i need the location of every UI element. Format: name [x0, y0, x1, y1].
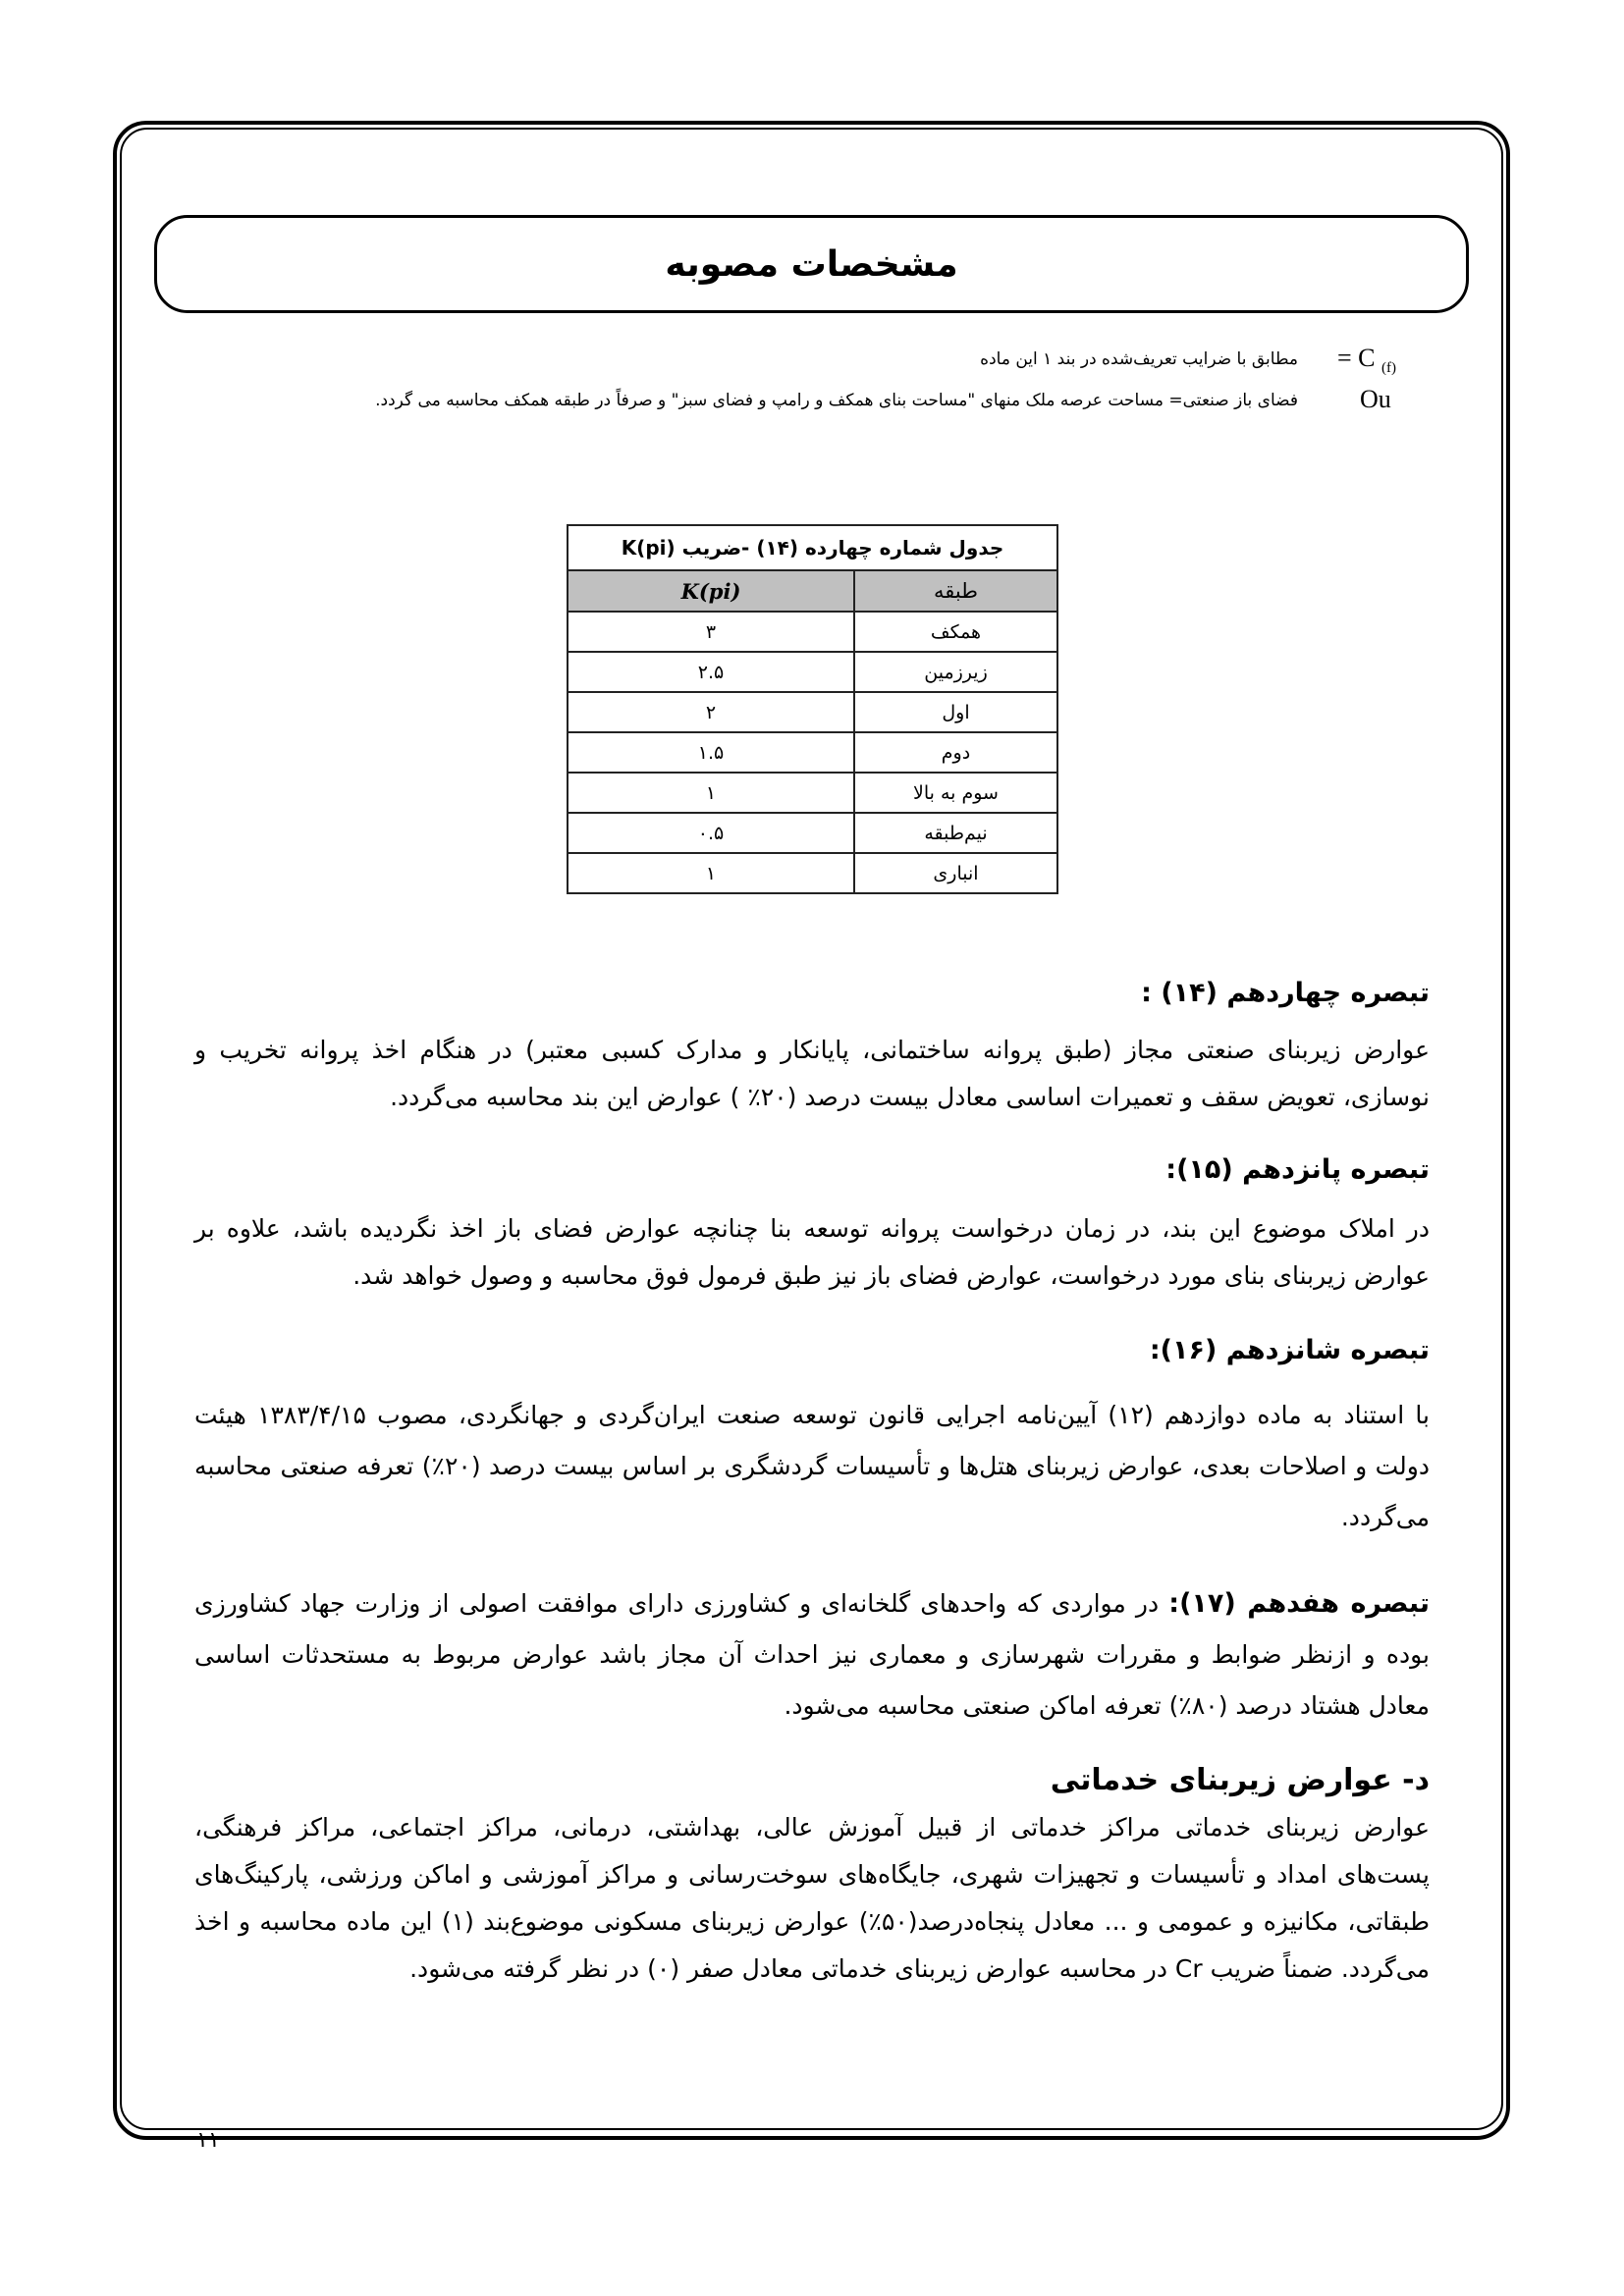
table-row	[568, 612, 1057, 652]
section-d	[194, 1757, 1430, 1993]
section-d-body: عوارض زیربنای خدماتی مراکز خدماتی از قبیل آموزش عالی، بهداشتی، درمانی، مراکز اجتماعی، مراکز فرهنگی، پست‌های امداد و تأسیسات و تجهیزات شهری، جایگاه‌های سوخت‌رسانی و مراکز آموزشی و اماکن ورزشی، پارکینگ‌های طبقاتی، مکانیزه و عمومی و ... معادل پنجاه‌درصد(۵۰٪) عوارض زیربنای مسکونی موضوع‌بند (۱) این ماده محاسبه و اخذ می‌گردد. ضمناً ضریب Cr در محاسبه عوارض زیربنای خدماتی معادل صفر (۰) در نظر گرفته می‌شود.	[194, 1813, 1430, 1983]
table-row	[568, 652, 1057, 692]
table-caption: جدول شماره چهارده (۱۴) -ضریب K(pi)	[568, 525, 1057, 570]
note-17-body: در مواردی که واحدهای گلخانه‌ای و کشاورزی دارای موافقت اصولی از وزارت جهاد کشاورزی بوده و ازنظر ضوابط و مقررات شهرسازی و معماری نیز احداث آن مجاز باشد عوارض مربوط به مستحدثات اساسی معادل هشتاد درصد (۸۰٪) تعرفه اماکن صنعتی محاسبه می‌شود.	[194, 1589, 1430, 1720]
note-16-body: با استناد به ماده دوازدهم (۱۲) آیین‌نامه اجرایی قانون توسعه صنعت ایران‌گردی و جهانگردی، مصوب ۱۳۸۳/۴/۱۵ هیئت دولت و اصلاحات بعدی، عوارض زیربنای هتل‌ها و تأسیسات گردشگری بر اساس بیست درصد (۲۰٪) تعرفه صنعتی محاسبه می‌گردد.	[194, 1401, 1431, 1531]
note-15	[194, 1147, 1430, 1300]
note-15-body: در املاک موضوع این بند، در زمان درخواست پروانه توسعه بنا چنانچه عوارض فضای باز اخذ نگردیده باشد، علاوه بر عوارض زیربنای بنای مورد درخواست، عوارض فضای باز نیز طبق فرمول فوق محاسبه و وصول خواهد شد.	[194, 1214, 1430, 1290]
note-14-body: عوارض زیربنای صنعتی مجاز (طبق پروانه ساختمانی، پایانکار و مدارک کسبی معتبر) در هنگام اخذ پروانه تخریب و نوسازی، تعویض سقف و تعمیرات اساسی معادل بیست درصد (۲۰٪ ) عوارض این بند محاسبه می‌گردد.	[194, 1036, 1430, 1111]
cell-floor: زیرزمین	[854, 652, 1057, 692]
cell-value: ۲	[568, 692, 854, 732]
note-17	[194, 1578, 1430, 1732]
note-14	[194, 970, 1430, 1121]
table-header-row	[568, 570, 1057, 612]
cell-value: ۱	[568, 853, 854, 893]
page-title: مشخصات مصوبه	[665, 243, 958, 285]
kpi-coefficient-table	[567, 524, 1058, 894]
note-17-heading: تبصره هفدهم (۱۷):	[1168, 1588, 1430, 1619]
note-16	[194, 1327, 1430, 1543]
formula-subscript: (f)	[1381, 360, 1397, 377]
cell-floor: انباری	[854, 853, 1057, 893]
header-floor: طبقه	[854, 570, 1057, 612]
cell-value: ۱.۵	[568, 732, 854, 773]
table-row	[568, 773, 1057, 813]
note-15-heading: تبصره پانزدهم (۱۵):	[1165, 1154, 1430, 1185]
table-row	[568, 813, 1057, 853]
formula-symbol: = C	[1337, 344, 1376, 372]
cell-floor: دوم	[854, 732, 1057, 773]
cell-floor: سوم به بالا	[854, 773, 1057, 813]
formula-ou-description: فضای باز صنعتی= مساحت عرصه ملک منهای "مساحت بنای همکف و رامپ و فضای سبز" و صرفاً در طبقه همکف محاسبه می گردد.	[375, 391, 1298, 410]
formula-symbol-cf	[1337, 344, 1396, 377]
header-kpi-label: K(pi)	[680, 578, 741, 604]
table-row	[568, 853, 1057, 893]
cell-floor: همکف	[854, 612, 1057, 652]
note-16-heading: تبصره شانزدهم (۱۶):	[1149, 1335, 1430, 1365]
cell-value: ۰.۵	[568, 813, 854, 853]
formula-symbol-ou: Ou	[1360, 385, 1391, 413]
table-row	[568, 692, 1057, 732]
section-d-title: د- عوارض زیربنای خدماتی	[1050, 1763, 1430, 1797]
cell-value: ۱	[568, 773, 854, 813]
cell-value: ۲.۵	[568, 652, 854, 692]
title-banner	[154, 215, 1469, 313]
cell-value: ۳	[568, 612, 854, 652]
table-row	[568, 732, 1057, 773]
formula-cf-description: مطابق با ضرایب تعریف‌شده در بند ۱ این ماده	[980, 349, 1298, 369]
cell-floor: اول	[854, 692, 1057, 732]
header-kpi	[568, 570, 854, 612]
cell-floor: نیم‌طبقه	[854, 813, 1057, 853]
note-14-heading: تبصره چهاردهم (۱۴) :	[1141, 978, 1430, 1008]
page-number: ۱۱	[196, 2128, 220, 2153]
